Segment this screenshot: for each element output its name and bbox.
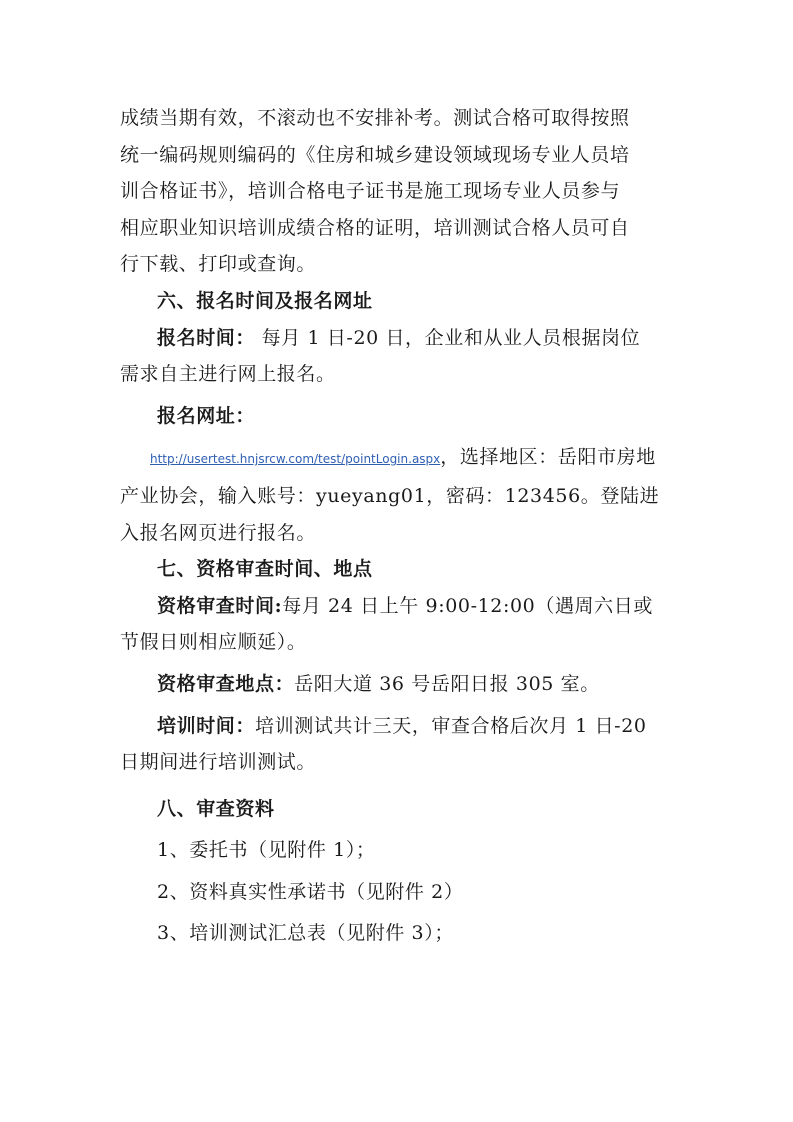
text-line: 行下载、打印或查询。	[120, 253, 317, 276]
review-materials-list	[120, 832, 676, 952]
section-heading-registration: 六、报名时间及报名网址	[157, 289, 373, 312]
paragraph-training-time	[120, 708, 676, 781]
text-line: 统一编码规则编码的《住房和城乡建设领域现场专业人员培	[120, 143, 630, 166]
registration-url-link[interactable]: http://usertest.hnjsrcw.com/test/pointLogin.aspx	[150, 452, 441, 467]
list-item: 1、委托书（见附件 1）；	[157, 839, 376, 862]
paragraph-registration-url	[120, 439, 676, 551]
review-time-value: 每月 24 日上午 9:00-12:00（遇周六日或	[282, 594, 653, 617]
section-heading-review-materials: 八、审查资料	[157, 797, 275, 820]
paragraph-review-place	[120, 666, 676, 703]
text-line: 需求自主进行网上报名。	[120, 363, 336, 386]
document-body	[120, 100, 676, 952]
registration-url-label: 报名网址：	[157, 404, 256, 427]
registration-time-value: 每月 1 日-20 日，企业和从业人员根据岗位	[255, 326, 641, 349]
section-heading-qualification-review: 七、资格审查时间、地点	[157, 558, 373, 581]
text-line	[120, 588, 676, 625]
text-line: 相应职业知识培训成绩合格的证明，培训测试合格人员可自	[120, 216, 630, 239]
text-line	[120, 320, 676, 357]
text-line: 训合格证书》，培训合格电子证书是施工现场专业人员参与	[120, 180, 621, 203]
registration-time-label: 报名时间：	[157, 326, 256, 349]
review-place-label: 资格审查地点：	[157, 672, 295, 695]
paragraph-registration-time	[120, 320, 676, 393]
paragraph-review-time	[120, 588, 676, 661]
review-time-label: 资格审查时间:	[157, 594, 283, 617]
registration-url-after: ，选择地区：岳阳市房地	[440, 446, 656, 469]
text-line: 日期间进行培训测试。	[120, 751, 317, 774]
paragraph-exam-validity	[120, 100, 676, 283]
text-line: 入报名网页进行报名。	[120, 521, 317, 544]
training-time-value: 培训测试共计三天，审查合格后次月 1 日-20	[255, 714, 647, 737]
text-line: 成绩当期有效，不滚动也不安排补考。测试合格可取得按照	[120, 107, 630, 129]
list-item: 3、培训测试汇总表（见附件 3）；	[157, 922, 454, 945]
review-place-value: 岳阳大道 36 号岳阳日报 305 室。	[294, 672, 600, 695]
list-item: 2、资料真实性承诺书（见附件 2）	[157, 880, 464, 903]
training-time-label: 培训时间：	[157, 714, 256, 737]
text-line	[120, 708, 676, 745]
text-line	[120, 439, 676, 478]
text-line: 节假日则相应顺延）。	[120, 631, 307, 654]
text-line: 产业协会，输入账号：yueyang01，密码：123456。登陆进	[120, 484, 660, 507]
